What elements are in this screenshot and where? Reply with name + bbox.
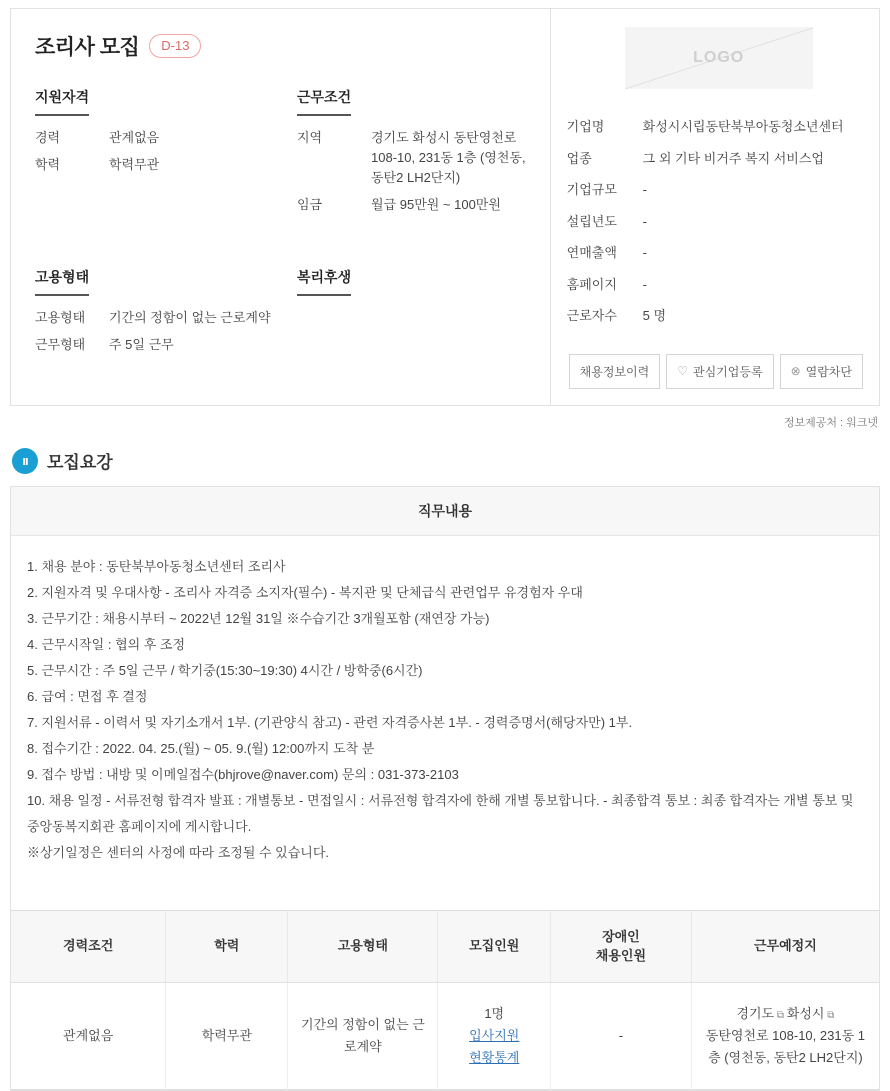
company-label-size: 기업규모 xyxy=(566,182,617,197)
content-line: 6. 급여 : 면접 후 결정 xyxy=(27,688,148,704)
location-address: 동탄영천로 108-10, 231동 1층 (영천동, 동탄2 LH2단지) xyxy=(705,1027,865,1065)
welfare-block xyxy=(297,267,526,362)
table-col-headcount: 모집인원 xyxy=(438,910,551,982)
cell-education: 학력무관 xyxy=(166,982,288,1089)
qualification-block xyxy=(35,87,297,223)
content-line: 1. 채용 분야 : 동탄북부아동청소년센터 조리사 xyxy=(27,558,286,574)
table-row xyxy=(11,982,879,1089)
conditions-block xyxy=(297,87,526,223)
summary-columns-bottom xyxy=(35,267,526,362)
company-label-employees: 근로자수 xyxy=(566,308,617,323)
qualification-label-education: 학력 xyxy=(35,157,61,173)
company-row xyxy=(567,237,863,269)
conditions-label-wage: 임금 xyxy=(297,197,323,213)
employment-block xyxy=(35,267,297,362)
table-col-disabled-headcount xyxy=(551,910,692,982)
headcount-value: 1명 xyxy=(484,1005,505,1021)
cell-location xyxy=(691,982,879,1089)
employment-label-type: 고용형태 xyxy=(35,309,86,325)
content-line: 10. 채용 일정 - 서류전형 합격자 발표 : 개별통보 - 면접일시 : 서류전형 합격자에 한해 개별 통보합니다. - 최종합격 통보 : 최종 합격자는 개별 통보 및 중앙동복지회관 홈페이지에 게시합니다. xyxy=(27,792,854,834)
table-body xyxy=(11,982,879,1089)
logo-placeholder-text: LOGO xyxy=(693,49,745,66)
company-value-homepage: - xyxy=(642,276,648,292)
external-link-icon[interactable]: ⧉ xyxy=(824,1009,835,1021)
company-value-size: - xyxy=(642,182,648,197)
dday-badge: D-13 xyxy=(149,34,201,58)
table-col-disabled-line2: 채용인원 xyxy=(595,948,647,963)
company-actions xyxy=(567,354,863,389)
welfare-heading: 복리후생 xyxy=(297,267,351,296)
company-label-founded: 설립년도 xyxy=(566,213,617,229)
company-row xyxy=(567,143,863,175)
favorite-company-button[interactable] xyxy=(666,354,773,389)
table-col-disabled-line1: 장애인 xyxy=(602,928,640,944)
pause-bars-icon: ıı xyxy=(12,448,38,474)
recruit-content-box xyxy=(10,486,880,1091)
conditions-label-region: 지역 xyxy=(297,130,323,145)
company-row xyxy=(567,111,863,143)
qualification-row xyxy=(35,128,297,148)
qualification-label-career: 경력 xyxy=(35,130,61,145)
company-row xyxy=(567,174,863,206)
table-col-career: 경력조건 xyxy=(11,910,166,982)
company-row xyxy=(567,300,863,332)
block-company-label: 열람차단 xyxy=(805,364,852,379)
recruit-history-label: 채용정보이력 xyxy=(579,364,650,379)
employment-row xyxy=(35,308,297,328)
table-header-row xyxy=(11,910,879,982)
company-logo xyxy=(625,27,813,89)
recruit-history-button[interactable] xyxy=(569,354,661,389)
cell-disabled-headcount: - xyxy=(551,982,692,1089)
conditions-value-region: 경기도 화성시 동탄영천로 108-10, 231동 1층 (영천동, 동탄2 LH2단지) xyxy=(371,130,526,186)
company-value-industry: 그 외 기타 비거주 복지 서비스업 xyxy=(642,150,824,166)
employment-row xyxy=(35,335,297,355)
company-label-homepage: 홈페이지 xyxy=(566,276,617,292)
content-line: 4. 근무시작일 : 협의 후 조정 xyxy=(27,636,186,652)
job-summary-card xyxy=(10,8,880,406)
company-row xyxy=(567,206,863,238)
recruit-table xyxy=(11,910,879,1090)
content-body xyxy=(11,536,879,888)
conditions-value-wage: 월급 95만원 ~ 100만원 xyxy=(371,197,501,213)
conditions-row xyxy=(297,128,526,188)
company-value-revenue: - xyxy=(642,245,648,260)
content-line: 9. 접수 방법 : 내방 및 이메일접수(bhjrove@naver.com) 문의 : 031-373-2103 xyxy=(27,766,459,782)
content-line: 8. 접수기간 : 2022. 04. 25.(월) ~ 05. 9.(월) 12:00까지 도착 분 xyxy=(27,740,375,756)
cell-employment-type: 기간의 정함이 없는 근로계약 xyxy=(288,982,438,1089)
table-col-education: 학력 xyxy=(166,910,288,982)
location-region: 경기도 xyxy=(736,1005,775,1021)
qualification-value-career: 관계없음 xyxy=(109,130,160,145)
recruit-section-title: 모집요강 xyxy=(47,453,113,472)
qualification-heading: 지원자격 xyxy=(35,87,89,116)
cell-headcount xyxy=(438,982,551,1089)
employment-value-type: 기간의 정함이 없는 근로계약 xyxy=(109,309,271,325)
table-header xyxy=(11,910,879,982)
page-title: 조리사 모집 xyxy=(35,36,140,59)
company-value-founded: - xyxy=(642,213,648,229)
company-value-employees: 5 명 xyxy=(642,308,667,323)
source-note: 정보제공처 : 워크넷 xyxy=(783,416,878,429)
location-city: 화성시 xyxy=(786,1005,825,1021)
table-col-location: 근무예정지 xyxy=(691,910,879,982)
employment-heading: 고용형태 xyxy=(35,267,89,296)
employment-value-schedule: 주 5일 근무 xyxy=(109,336,174,352)
job-title-row xyxy=(35,31,526,61)
employment-label-schedule: 근무형태 xyxy=(35,336,86,352)
content-line: 5. 근무시간 : 주 5일 근무 / 학기중(15:30~19:30) 4시간 / 방학중(6시간) xyxy=(27,662,423,678)
company-label-industry: 업종 xyxy=(566,150,592,166)
company-value-name: 화성시시립동탄북부아동청소년센터 xyxy=(642,119,844,134)
external-link-icon[interactable]: ⧉ xyxy=(774,1009,787,1021)
qualification-value-education: 학력무관 xyxy=(109,157,160,173)
content-line: 3. 근무기간 : 채용시부터 ~ 2022년 12월 31일 ※수습기간 3개월포함 (재연장 가능) xyxy=(27,610,490,626)
company-panel xyxy=(551,9,879,405)
company-label-name: 기업명 xyxy=(566,119,605,134)
company-row xyxy=(567,269,863,301)
block-company-button[interactable] xyxy=(780,354,863,389)
spacer xyxy=(35,223,526,267)
apply-stats-link-line2[interactable]: 현황통계 xyxy=(469,1049,520,1065)
block-icon: ⊗ xyxy=(790,364,801,378)
content-line: 7. 지원서류 - 이력서 및 자기소개서 1부. (기관양식 참고) - 관련 자격증사본 1부. - 경력증명서(해당자만) 1부. xyxy=(27,714,633,730)
heart-icon: ♡ xyxy=(677,364,688,378)
recruit-section-header xyxy=(12,448,880,474)
content-header: 직무내용 xyxy=(11,487,879,536)
company-label-revenue: 연매출액 xyxy=(566,245,617,260)
cell-career: 관계없음 xyxy=(11,982,166,1089)
conditions-heading: 근무조건 xyxy=(297,87,351,116)
qualification-row xyxy=(35,155,297,175)
content-line: 2. 지원자격 및 우대사항 - 조리사 자격증 소지자(필수) - 복지관 및 단체급식 관련업무 유경험자 우대 xyxy=(27,584,583,600)
favorite-company-label: 관심기업등록 xyxy=(693,364,763,379)
conditions-row xyxy=(297,195,526,215)
job-summary-left xyxy=(11,9,551,405)
table-col-employment-type: 고용형태 xyxy=(288,910,438,982)
summary-columns-top xyxy=(35,87,526,223)
content-line: ※상기일정은 센터의 사정에 따라 조정될 수 있습니다. xyxy=(27,844,330,860)
apply-stats-link-line1[interactable]: 입사지원 xyxy=(469,1027,520,1043)
